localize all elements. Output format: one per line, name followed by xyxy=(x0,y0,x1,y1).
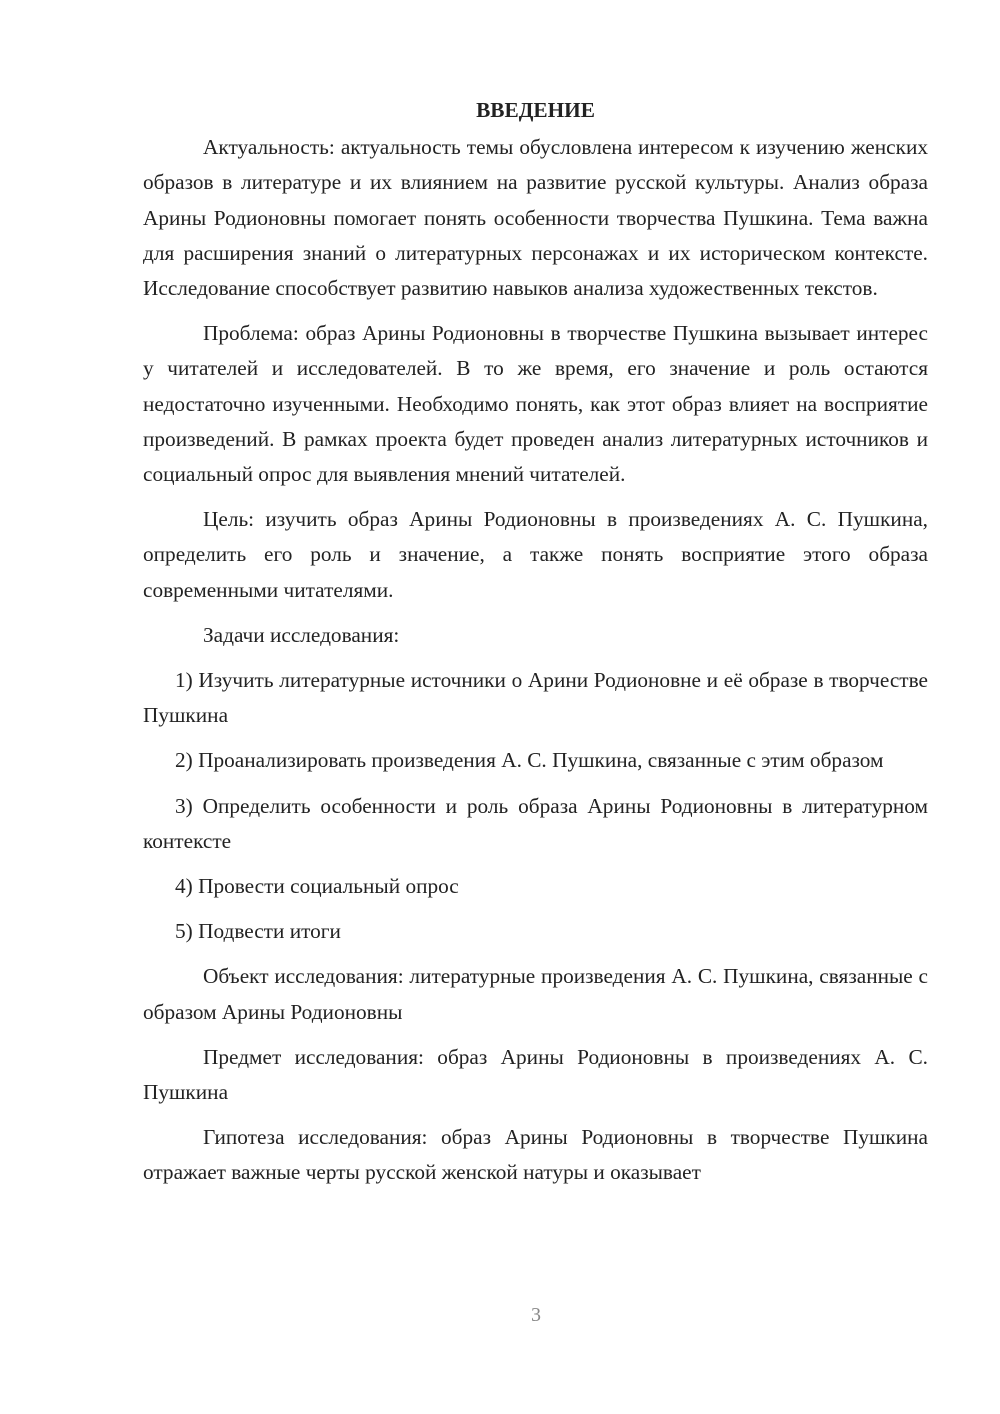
tasks-heading: Задачи исследования: xyxy=(203,622,400,647)
problem-paragraph: Проблема: образ Арины Родионовны в творчестве Пушкина вызывает интерес у читателей и исследователей. В то же время, его значение и роль остаются недостаточно изученными. Необходимо понять, как этот образ влияет на восприятие произведений. В рамках проекта будет проведен анализ литературных источников и социальный опрос для выявления мнений читателей. xyxy=(143,321,928,487)
page-number: 3 xyxy=(531,1304,541,1326)
object-paragraph: Объект исследования: литературные произведения А. С. Пушкина, связанные с образом Арины Родионовны xyxy=(143,964,928,1024)
goal-paragraph: Цель: изучить образ Арины Родионовны в произведениях А. С. Пушкина, определить его роль и значение, а также понять восприятие этого образа современными читателями. xyxy=(143,507,928,602)
task-item-3: 3) Определить особенности и роль образа Арины Родионовны в литературном контексте xyxy=(143,793,928,853)
page-title: ВВЕДЕНИЕ xyxy=(476,98,595,122)
hypothesis-paragraph: Гипотеза исследования: образ Арины Родионовны в творчестве Пушкина отражает важные черты русской женской натуры и оказывает xyxy=(143,1125,928,1185)
document-page xyxy=(143,93,928,1201)
subject-paragraph: Предмет исследования: образ Арины Родионовны в произведениях А. С. Пушкина xyxy=(143,1044,928,1105)
task-item-4: 4) Провести социальный опрос xyxy=(175,874,459,899)
task-item-2: 2) Проанализировать произведения А. С. Пушкина, связанные с этим образом xyxy=(175,748,884,773)
task-item-5: 5) Подвести итоги xyxy=(175,919,341,944)
task-item-1: 1) Изучить литературные источники о Арини Родионовне и её образе в творчестве Пушкина xyxy=(143,668,928,728)
relevance-paragraph: Актуальность: актуальность темы обусловлена интересом к изучению женских образов в литературе и их влиянием на развитие русской культуры. Анализ образа Арины Родионовны помогает понять особенности творчества Пушкина. Тема важна для расширения знаний о литературных персонажах и их историческом контексте. Исследование способствует развитию навыков анализа художественных текстов. xyxy=(143,135,928,301)
